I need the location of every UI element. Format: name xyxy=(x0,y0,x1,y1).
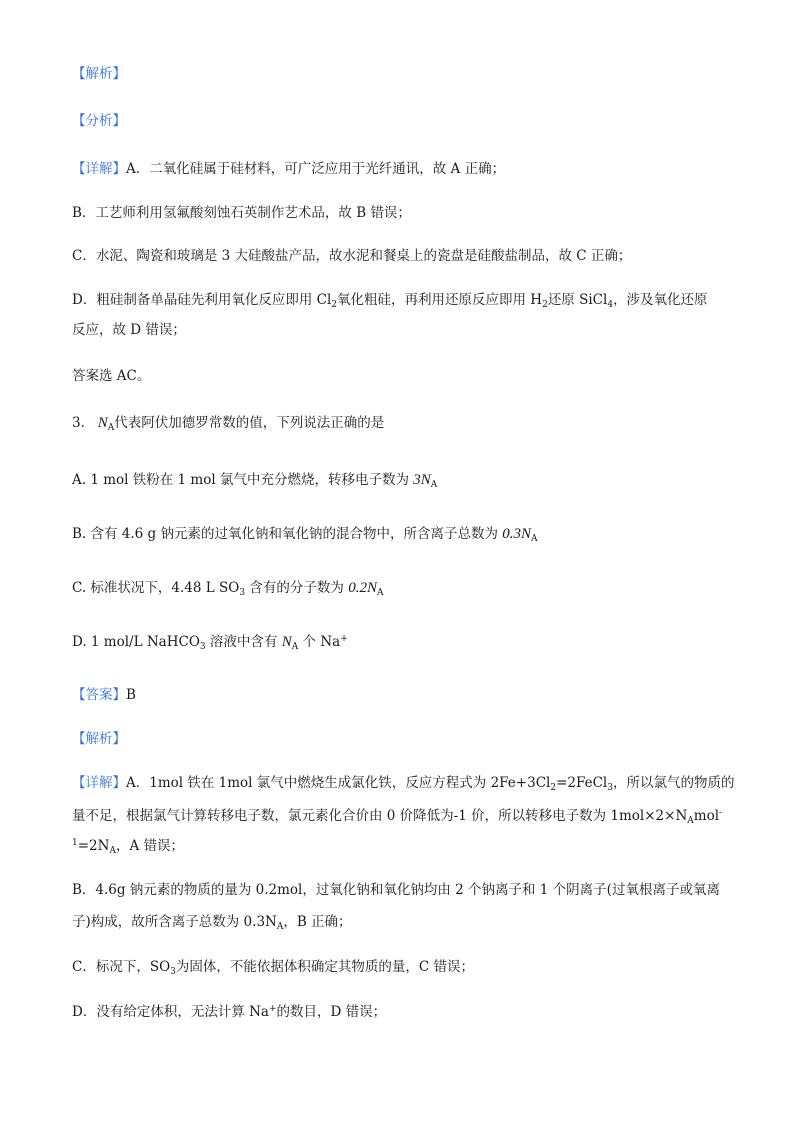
option-value: 0.2 xyxy=(348,580,367,596)
detail-label: 【详解】 xyxy=(72,775,126,791)
text-run: ，涉及氧化还原 xyxy=(613,292,708,308)
subscript: 2 xyxy=(331,300,337,310)
option-text: A. 1 mol 铁粉在 1 mol 氯气中充分燃烧，转移电子数为 xyxy=(72,472,414,488)
text-run: ，B 正确； xyxy=(283,914,352,930)
text-run: 子)构成，故所含离子总数为 0.3N xyxy=(72,914,277,930)
answer-value: B xyxy=(126,687,136,703)
text-run: ，所以氯气的物质的 xyxy=(612,775,735,791)
subscript: A xyxy=(109,846,116,856)
subscript: 2 xyxy=(550,783,557,793)
superscript: - xyxy=(719,808,723,818)
detail2-a-line-1 xyxy=(72,773,734,793)
answer-choice: 答案选 AC。 xyxy=(72,368,151,384)
option-text: 个 Na xyxy=(298,634,341,650)
subscript: A xyxy=(107,423,115,433)
subscript: 3 xyxy=(170,967,176,977)
option-value: 0.3 xyxy=(502,526,522,542)
option-b xyxy=(72,524,538,544)
detail2-b-line-2 xyxy=(72,912,352,932)
detail2-b-line-1: B．4.6g 钠元素的物质的量为 0.2mol，过氧化钠和氧化钠均由 2 个钠离子和 1 个阴离子(过氧根离子或氧离 xyxy=(72,882,720,898)
detail-d-line-1 xyxy=(72,290,708,310)
detail-c-line: C．水泥、陶瓷和玻璃是 3 大硅酸盐产品，故水泥和餐桌上的瓷盘是硅酸盐制品，故 C 正确； xyxy=(72,248,632,264)
detail2-a-line-3 xyxy=(72,836,184,856)
option-value: 3 xyxy=(413,472,421,488)
detail-a-line xyxy=(72,159,505,179)
subscript: A xyxy=(376,588,384,598)
text-run: 还原 SiCl xyxy=(547,292,608,308)
subscript: A xyxy=(430,480,438,490)
na-symbol: N xyxy=(281,634,292,650)
option-text: D. 1 mol/L NaHCO xyxy=(72,634,200,650)
detail-a-text: A．二氧化硅属于硅材料，可广泛应用于光纤通讯，故 A 正确； xyxy=(126,161,506,177)
answer-line xyxy=(72,685,136,705)
detail2-d-line xyxy=(72,1002,386,1022)
option-text: 溶液中含有 xyxy=(205,634,282,650)
question-number: 3. xyxy=(72,415,85,431)
option-text: 含有的分子数为 xyxy=(245,580,349,596)
question-stem-text: 代表阿伏加德罗常数的值，下列说法正确的是 xyxy=(114,415,385,431)
text-run: C．标况下，SO xyxy=(72,959,171,975)
text-run: =2FeCl xyxy=(556,775,608,791)
text-run: 量不足，根据氯气计算转移电子数，氯元素化合价由 0 价降低为-1 价，所以转移电子数为 1mol×2×N xyxy=(72,808,688,824)
option-d xyxy=(72,632,348,652)
subscript: A xyxy=(531,534,538,544)
na-symbol: N xyxy=(420,472,431,488)
section-heading-analysis: 【解析】 xyxy=(72,66,126,82)
section-heading-breakdown: 【分析】 xyxy=(72,113,126,129)
answer-label: 【答案】 xyxy=(72,687,126,703)
na-symbol: N xyxy=(366,580,377,596)
na-symbol: N xyxy=(521,526,532,542)
text-run: mol xyxy=(693,808,720,824)
text-run: 的数目，D 错误； xyxy=(276,1004,387,1020)
detail-d-line-2: 反应，故 D 错误； xyxy=(72,322,186,338)
option-text: B. 含有 4.6 g 钠元素的过氧化钠和氧化钠的混合物中，所含离子总数为 xyxy=(72,526,503,542)
option-text: C. 标准状况下，4.48 L SO xyxy=(72,580,240,596)
text-run: =2N xyxy=(77,838,110,854)
subscript: A xyxy=(687,816,694,826)
detail-label: 【详解】 xyxy=(72,161,126,177)
subscript: 2 xyxy=(542,300,548,310)
question-3-stem xyxy=(72,413,384,433)
subscript: 4 xyxy=(607,300,614,310)
subscript: A xyxy=(276,922,284,932)
subscript: 3 xyxy=(239,588,246,598)
text-run: A．1mol 铁在 1mol 氯气中燃烧生成氯化铁，反应方程式为 2Fe+3Cl xyxy=(126,775,551,791)
detail2-a-line-2 xyxy=(72,806,722,826)
superscript: 1 xyxy=(72,838,78,848)
subscript: A xyxy=(291,642,299,652)
detail-b-line: B．工艺师利用氢氟酸刻蚀石英制作艺术品，故 B 错误； xyxy=(72,205,411,221)
superscript: + xyxy=(340,634,348,644)
text-run: D．没有给定体积，无法计算 Na xyxy=(72,1004,269,1020)
na-symbol: N xyxy=(97,415,108,431)
subscript: 3 xyxy=(607,783,613,793)
superscript: + xyxy=(268,1004,277,1014)
text-run: 氧化粗硅，再利用还原反应即用 H xyxy=(337,292,543,308)
text-run: 为固体，不能依据体积确定其物质的量，C 错误； xyxy=(175,959,475,975)
option-a xyxy=(72,470,437,490)
subscript: 3 xyxy=(199,642,206,652)
detail2-c-line xyxy=(72,957,474,977)
section-heading-analysis-2: 【解析】 xyxy=(72,731,126,747)
text-run: ，A 错误； xyxy=(115,838,184,854)
option-c xyxy=(72,578,383,598)
text-run: D．粗硅制备单晶硅先利用氧化反应即用 Cl xyxy=(72,292,332,308)
